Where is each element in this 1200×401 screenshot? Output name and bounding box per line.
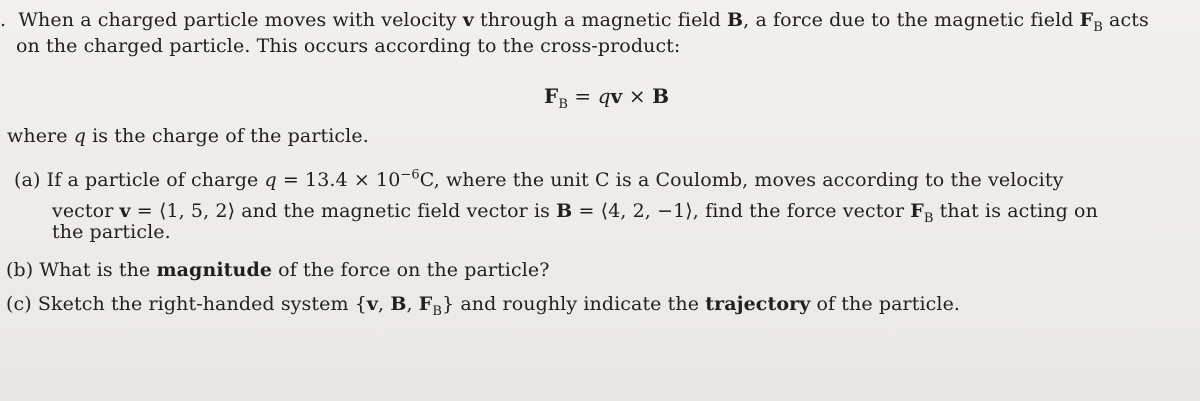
part-a-text: If a particle of charge bbox=[40, 169, 265, 191]
cross-product-formula bbox=[544, 84, 670, 112]
part-b-text: of the force on the particle? bbox=[272, 259, 550, 281]
equals-sign: = bbox=[567, 84, 598, 108]
charge-symbol: q bbox=[264, 169, 277, 191]
velocity-symbol: v bbox=[366, 293, 379, 315]
charge-symbol: q bbox=[73, 125, 86, 147]
part-a-line-3 bbox=[52, 220, 171, 244]
part-a-text: the particle. bbox=[52, 221, 171, 243]
where-line bbox=[7, 124, 369, 148]
separator: , bbox=[378, 293, 391, 315]
part-c-label: (c) bbox=[6, 293, 32, 315]
intro-text: acts bbox=[1102, 9, 1149, 31]
intro-line-2 bbox=[16, 34, 680, 58]
force-symbol: F bbox=[1079, 9, 1094, 31]
part-a-text: = ⟨4, 2, −1⟩, find the force vector bbox=[572, 200, 911, 222]
velocity-symbol: v bbox=[462, 9, 474, 31]
intro-text: through a magnetic field bbox=[473, 9, 727, 31]
part-a-text: = 13.4 × 10 bbox=[276, 169, 401, 191]
part-a-label: (a) bbox=[14, 169, 41, 191]
part-a-line-1 bbox=[14, 168, 1063, 192]
field-symbol: B bbox=[390, 293, 407, 315]
force-subscript: B bbox=[923, 210, 934, 226]
field-symbol: B bbox=[727, 9, 744, 31]
charge-symbol: q bbox=[597, 84, 611, 108]
where-text: is the charge of the particle. bbox=[85, 125, 369, 147]
force-subscript: B bbox=[432, 303, 443, 319]
intro-line-1 bbox=[0, 8, 1149, 35]
force-symbol: F bbox=[910, 200, 924, 222]
field-symbol: B bbox=[556, 200, 573, 222]
force-symbol: F bbox=[418, 293, 433, 315]
force-subscript: B bbox=[558, 97, 568, 112]
part-b-text: What is the bbox=[33, 259, 157, 281]
part-c-emphasis: trajectory bbox=[705, 293, 811, 315]
part-a-text: vector bbox=[52, 200, 120, 222]
part-a-text: that is acting on bbox=[933, 200, 1098, 222]
part-b-line bbox=[6, 258, 550, 282]
intro-text: When a charged particle moves with velocity bbox=[18, 9, 463, 31]
velocity-symbol: v bbox=[610, 84, 623, 108]
part-b-emphasis: magnitude bbox=[156, 259, 273, 281]
exponent: −6 bbox=[400, 167, 420, 183]
intro-text: on the charged particle. This occurs according to the cross-product: bbox=[16, 35, 681, 57]
part-c-text: } and roughly indicate the bbox=[442, 293, 706, 315]
part-a-text: = ⟨1, 5, 2⟩ and the magnetic field vector is bbox=[130, 200, 557, 222]
part-b-label: (b) bbox=[6, 259, 34, 281]
separator: , bbox=[406, 293, 419, 315]
part-c-text: Sketch the right-handed system { bbox=[31, 293, 367, 315]
intro-bullet: . bbox=[0, 9, 7, 31]
where-text: where bbox=[7, 125, 74, 147]
intro-text: , a force due to the magnetic field bbox=[743, 9, 1080, 31]
part-a-text: C, where the unit C is a Coulomb, moves according to the velocity bbox=[419, 169, 1064, 191]
velocity-symbol: v bbox=[119, 200, 131, 222]
cross-sign: × bbox=[622, 84, 653, 108]
force-subscript: B bbox=[1093, 19, 1103, 35]
part-a-line-2 bbox=[52, 199, 1098, 226]
part-c-text: of the particle. bbox=[810, 293, 961, 315]
field-symbol: B bbox=[652, 84, 670, 108]
part-c-line bbox=[6, 292, 961, 319]
force-symbol: F bbox=[544, 84, 559, 108]
